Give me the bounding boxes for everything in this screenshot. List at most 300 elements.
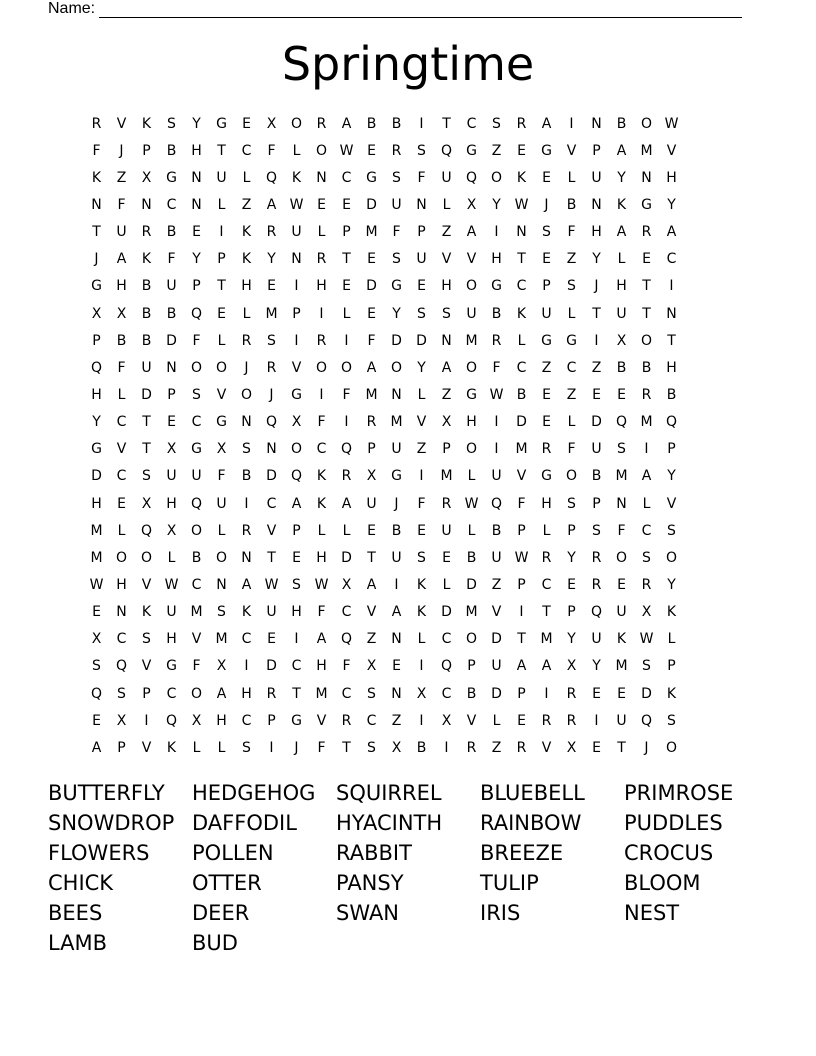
grid-cell: C (166, 685, 177, 702)
grid-cell: I (594, 712, 599, 729)
grid-cell: E (592, 739, 601, 756)
grid-cell: Q (90, 685, 103, 702)
grid-cell: D (441, 604, 452, 621)
grid-cell: N (641, 169, 652, 186)
grid-cell: T (217, 278, 226, 295)
grid-cell: N (591, 115, 602, 132)
grid-cell: G (91, 441, 102, 458)
grid-cell: Z (566, 251, 577, 268)
grid-cell: J (269, 386, 274, 403)
grid-cell: R (641, 386, 652, 403)
grid-row (84, 300, 734, 327)
grid-cell: Q (165, 712, 178, 729)
grid-cell: C (316, 441, 327, 458)
grid-cell: N (266, 441, 277, 458)
grid-cell: Q (490, 495, 503, 512)
grid-cell: A (316, 631, 327, 648)
grid-cell: D (366, 278, 377, 295)
grid-cell: E (542, 386, 551, 403)
grid-cell: I (294, 631, 299, 648)
grid-cell: V (216, 386, 227, 403)
grid-cell: C (366, 712, 377, 729)
grid-cell: O (665, 739, 678, 756)
word-list-item: IRIS (480, 901, 521, 925)
grid-cell: X (91, 305, 102, 322)
grid-cell: Z (591, 359, 602, 376)
grid-cell: L (317, 522, 326, 539)
grid-cell: T (642, 305, 651, 322)
grid-cell: Z (241, 196, 252, 213)
grid-cell: R (641, 224, 652, 241)
grid-cell: F (367, 332, 376, 349)
grid-cell: L (242, 169, 251, 186)
grid-cell: V (266, 522, 277, 539)
grid-cell: O (190, 522, 203, 539)
word-list-item: BLUEBELL (480, 781, 585, 805)
grid-cell: F (317, 414, 326, 431)
grid-cell: U (291, 224, 302, 241)
grid-cell: G (566, 332, 577, 349)
word-list-item: BUTTERFLY (48, 781, 165, 805)
word-list-item: RAINBOW (480, 811, 582, 835)
grid-cell: L (617, 251, 626, 268)
grid-cell: E (267, 278, 276, 295)
grid-cell: Q (290, 468, 303, 485)
grid-cell: E (342, 196, 351, 213)
grid-cell: S (442, 305, 451, 322)
grid-cell: Q (190, 495, 203, 512)
grid-cell: G (366, 169, 377, 186)
grid-cell: R (241, 332, 252, 349)
grid-cell: V (466, 251, 477, 268)
grid-cell: C (641, 522, 652, 539)
grid-cell: L (192, 739, 201, 756)
grid-cell: M (90, 522, 103, 539)
grid-cell: J (644, 739, 649, 756)
grid-cell: E (92, 712, 101, 729)
grid-cell: Y (592, 658, 601, 675)
grid-cell: C (116, 414, 127, 431)
grid-cell: S (367, 685, 376, 702)
grid-cell: V (291, 359, 302, 376)
grid-cell: R (266, 685, 277, 702)
grid-cell: B (116, 332, 127, 349)
grid-cell: K (316, 468, 327, 485)
grid-cell: D (166, 332, 177, 349)
grid-row (84, 626, 734, 653)
grid-cell: B (166, 224, 177, 241)
grid-cell: G (541, 332, 552, 349)
grid-cell: J (244, 359, 249, 376)
grid-cell: R (516, 739, 527, 756)
grid-cell: N (191, 169, 202, 186)
grid-cell: V (416, 414, 427, 431)
grid-cell: I (419, 468, 424, 485)
grid-cell: C (341, 685, 352, 702)
grid-cell: H (91, 386, 102, 403)
grid-cell: A (266, 196, 277, 213)
grid-cell: O (115, 549, 128, 566)
grid-cell: L (467, 468, 476, 485)
grid-cell: F (317, 604, 326, 621)
grid-cell: H (666, 169, 677, 186)
grid-cell: Y (592, 251, 601, 268)
grid-cell: I (219, 224, 224, 241)
grid-cell: Z (391, 712, 402, 729)
grid-cell: R (491, 332, 502, 349)
grid-cell: N (516, 224, 527, 241)
grid-cell: V (141, 576, 152, 593)
grid-cell: V (116, 441, 127, 458)
grid-cell: R (266, 224, 277, 241)
grid-cell: V (141, 658, 152, 675)
grid-cell: U (591, 441, 602, 458)
word-list-item: OTTER (192, 871, 262, 895)
grid-cell: S (367, 739, 376, 756)
grid-cell: Q (340, 441, 353, 458)
grid-cell: I (644, 441, 649, 458)
grid-cell: Q (340, 631, 353, 648)
grid-cell: C (341, 604, 352, 621)
grid-row (84, 517, 734, 544)
grid-cell: U (216, 169, 227, 186)
letter-grid (84, 110, 734, 761)
grid-cell: N (616, 495, 627, 512)
grid-cell: S (542, 224, 551, 241)
grid-cell: E (517, 142, 526, 159)
grid-cell: H (241, 685, 252, 702)
grid-cell: R (266, 359, 277, 376)
grid-cell: A (541, 658, 552, 675)
grid-cell: W (164, 576, 179, 593)
grid-cell: A (241, 576, 252, 593)
grid-cell: U (391, 549, 402, 566)
grid-cell: O (465, 441, 478, 458)
grid-row (84, 219, 734, 246)
grid-cell: U (366, 495, 377, 512)
grid-cell: I (319, 386, 324, 403)
grid-cell: K (141, 604, 152, 621)
grid-cell: S (292, 576, 301, 593)
name-row (48, 0, 742, 18)
grid-cell: U (166, 604, 177, 621)
grid-cell: Z (441, 386, 452, 403)
grid-cell: T (92, 224, 101, 241)
grid-cell: H (116, 576, 127, 593)
grid-cell: R (316, 251, 327, 268)
grid-cell: H (616, 278, 627, 295)
grid-cell: Z (566, 386, 577, 403)
grid-cell: D (266, 658, 277, 675)
grid-cell: K (666, 685, 677, 702)
page-title: Springtime (281, 37, 535, 91)
grid-cell: R (541, 441, 552, 458)
grid-cell: K (241, 224, 252, 241)
grid-cell: K (241, 251, 252, 268)
grid-cell: E (542, 414, 551, 431)
grid-cell: A (366, 359, 377, 376)
grid-row (84, 191, 734, 218)
grid-cell: E (417, 522, 426, 539)
grid-cell: G (391, 468, 402, 485)
grid-cell: K (516, 305, 527, 322)
grid-cell: V (316, 712, 327, 729)
grid-cell: U (591, 631, 602, 648)
grid-cell: T (267, 549, 276, 566)
grid-row (84, 571, 734, 598)
grid-cell: K (666, 604, 677, 621)
grid-cell: W (339, 142, 354, 159)
grid-cell: C (241, 712, 252, 729)
grid-cell: E (242, 115, 251, 132)
grid-cell: S (392, 251, 401, 268)
grid-cell: Y (417, 359, 426, 376)
grid-cell: R (641, 576, 652, 593)
grid-cell: U (266, 604, 277, 621)
grid-cell: O (640, 115, 653, 132)
grid-cell: X (441, 712, 452, 729)
name-label: Name: (48, 0, 96, 17)
word-list-item: PANSY (336, 871, 404, 895)
grid-row (84, 164, 734, 191)
grid-cell: N (91, 196, 102, 213)
grid-cell: O (340, 359, 353, 376)
grid-cell: X (116, 305, 127, 322)
grid-cell: Y (267, 251, 276, 268)
grid-cell: U (441, 169, 452, 186)
word-list-item: BEES (48, 901, 103, 925)
grid-cell: Z (366, 631, 377, 648)
grid-cell: M (215, 631, 228, 648)
grid-cell: E (617, 386, 626, 403)
grid-cell: G (541, 468, 552, 485)
grid-cell: T (542, 604, 551, 621)
grid-cell: I (419, 115, 424, 132)
grid-cell: E (542, 251, 551, 268)
grid-cell: S (242, 739, 251, 756)
grid-cell: T (217, 142, 226, 159)
grid-cell: O (465, 359, 478, 376)
grid-cell: M (90, 549, 103, 566)
grid-cell: E (367, 522, 376, 539)
word-list-item: RABBIT (336, 841, 412, 865)
grid-cell: T (517, 251, 526, 268)
grid-cell: R (141, 224, 152, 241)
grid-cell: A (466, 224, 477, 241)
grid-row (84, 246, 734, 273)
grid-cell: Y (567, 549, 576, 566)
grid-cell: D (591, 414, 602, 431)
grid-row (84, 680, 734, 707)
grid-cell: N (441, 332, 452, 349)
grid-cell: X (366, 658, 377, 675)
grid-cell: O (565, 468, 578, 485)
grid-cell: M (365, 224, 378, 241)
grid-cell: W (489, 386, 504, 403)
grid-cell: T (142, 441, 151, 458)
grid-cell: T (342, 739, 351, 756)
grid-cell: X (166, 441, 177, 458)
grid-cell: R (566, 685, 577, 702)
grid-cell: V (491, 604, 502, 621)
grid-cell: P (267, 712, 276, 729)
grid-cell: C (341, 169, 352, 186)
word-list-item: DAFFODIL (192, 811, 297, 835)
grid-cell: D (516, 414, 527, 431)
grid-cell: N (316, 169, 327, 186)
grid-cell: E (617, 685, 626, 702)
grid-cell: Q (140, 522, 153, 539)
grid-cell: H (291, 604, 302, 621)
grid-cell: N (391, 631, 402, 648)
grid-cell: S (642, 549, 651, 566)
grid-cell: P (192, 278, 201, 295)
grid-cell: B (416, 739, 427, 756)
grid-cell: H (591, 224, 602, 241)
grid-cell: R (341, 712, 352, 729)
grid-cell: J (119, 142, 124, 159)
grid-cell: L (342, 305, 351, 322)
grid-cell: X (391, 739, 402, 756)
grid-cell: X (191, 712, 202, 729)
grid-cell: P (417, 224, 426, 241)
grid-cell: R (516, 115, 527, 132)
grid-cell: R (241, 522, 252, 539)
grid-cell: G (291, 712, 302, 729)
grid-cell: Y (667, 468, 676, 485)
grid-cell: I (544, 685, 549, 702)
grid-cell: F (217, 468, 226, 485)
grid-cell: F (117, 359, 126, 376)
grid-cell: N (291, 251, 302, 268)
grid-cell: M (315, 685, 328, 702)
grid-cell: X (216, 658, 227, 675)
grid-cell: B (141, 332, 152, 349)
grid-cell: A (666, 224, 677, 241)
grid-cell: Z (416, 441, 427, 458)
grid-cell: I (269, 739, 274, 756)
grid-cell: C (191, 576, 202, 593)
grid-cell: P (367, 441, 376, 458)
grid-cell: H (316, 658, 327, 675)
grid-cell: A (616, 224, 627, 241)
word-list-item: SNOWDROP (48, 811, 175, 835)
grid-cell: G (541, 142, 552, 159)
grid-cell: G (191, 441, 202, 458)
grid-cell: S (167, 115, 176, 132)
grid-cell: F (92, 142, 101, 159)
grid-cell: X (566, 658, 577, 675)
grid-cell: T (342, 251, 351, 268)
grid-cell: Z (491, 142, 502, 159)
grid-cell: M (515, 441, 528, 458)
grid-cell: X (266, 115, 277, 132)
grid-cell: C (291, 658, 302, 675)
grid-cell: K (141, 115, 152, 132)
grid-cell: D (366, 196, 377, 213)
grid-cell: J (394, 495, 399, 512)
grid-row (84, 490, 734, 517)
grid-cell: P (517, 685, 526, 702)
word-list-item: LAMB (48, 931, 108, 955)
grid-cell: V (441, 251, 452, 268)
grid-cell: F (567, 224, 576, 241)
grid-cell: L (167, 549, 176, 566)
grid-cell: S (592, 522, 601, 539)
grid-cell: L (217, 739, 226, 756)
grid-cell: S (142, 631, 151, 648)
grid-cell: L (442, 196, 451, 213)
grid-cell: J (94, 251, 99, 268)
grid-cell: Q (640, 712, 653, 729)
grid-cell: I (494, 224, 499, 241)
grid-cell: V (516, 468, 527, 485)
grid-cell: M (615, 658, 628, 675)
grid-cell: C (516, 359, 527, 376)
grid-cell: W (264, 576, 279, 593)
grid-cell: R (316, 115, 327, 132)
grid-cell: E (217, 305, 226, 322)
grid-cell: G (491, 278, 502, 295)
grid-cell: O (140, 549, 153, 566)
word-list-item: CROCUS (624, 841, 714, 865)
grid-cell: W (289, 196, 304, 213)
grid-cell: K (416, 604, 427, 621)
grid-cell: O (240, 386, 253, 403)
grid-cell: Q (465, 169, 478, 186)
grid-cell: E (317, 196, 326, 213)
grid-cell: X (141, 495, 152, 512)
grid-cell: K (316, 495, 327, 512)
grid-cell: A (516, 658, 527, 675)
grid-cell: I (419, 658, 424, 675)
grid-cell: U (391, 441, 402, 458)
grid-cell: P (92, 332, 101, 349)
word-list-item: HYACINTH (336, 811, 443, 835)
grid-cell: P (667, 658, 676, 675)
grid-row (84, 653, 734, 680)
grid-cell: N (416, 196, 427, 213)
grid-cell: Y (392, 305, 401, 322)
grid-cell: O (290, 441, 303, 458)
grid-cell: N (241, 549, 252, 566)
grid-cell: S (567, 495, 576, 512)
grid-cell: Y (567, 631, 576, 648)
grid-row (84, 273, 734, 300)
grid-cell: E (167, 414, 176, 431)
word-list-item: HEDGEHOG (192, 781, 316, 805)
grid-cell: U (491, 658, 502, 675)
grid-cell: I (394, 576, 399, 593)
grid-cell: K (616, 196, 627, 213)
grid-cell: A (366, 576, 377, 593)
grid-cell: X (416, 685, 427, 702)
grid-cell: O (490, 169, 503, 186)
grid-cell: C (516, 278, 527, 295)
grid-cell: U (616, 305, 627, 322)
grid-cell: B (566, 196, 577, 213)
grid-cell: S (267, 332, 276, 349)
grid-cell: O (215, 549, 228, 566)
grid-cell: O (315, 142, 328, 159)
grid-cell: U (416, 251, 427, 268)
grid-cell: H (491, 251, 502, 268)
grid-cell: O (290, 115, 303, 132)
grid-cell: C (666, 251, 677, 268)
grid-cell: D (341, 549, 352, 566)
word-list-item: NEST (624, 901, 680, 925)
grid-cell: N (166, 359, 177, 376)
